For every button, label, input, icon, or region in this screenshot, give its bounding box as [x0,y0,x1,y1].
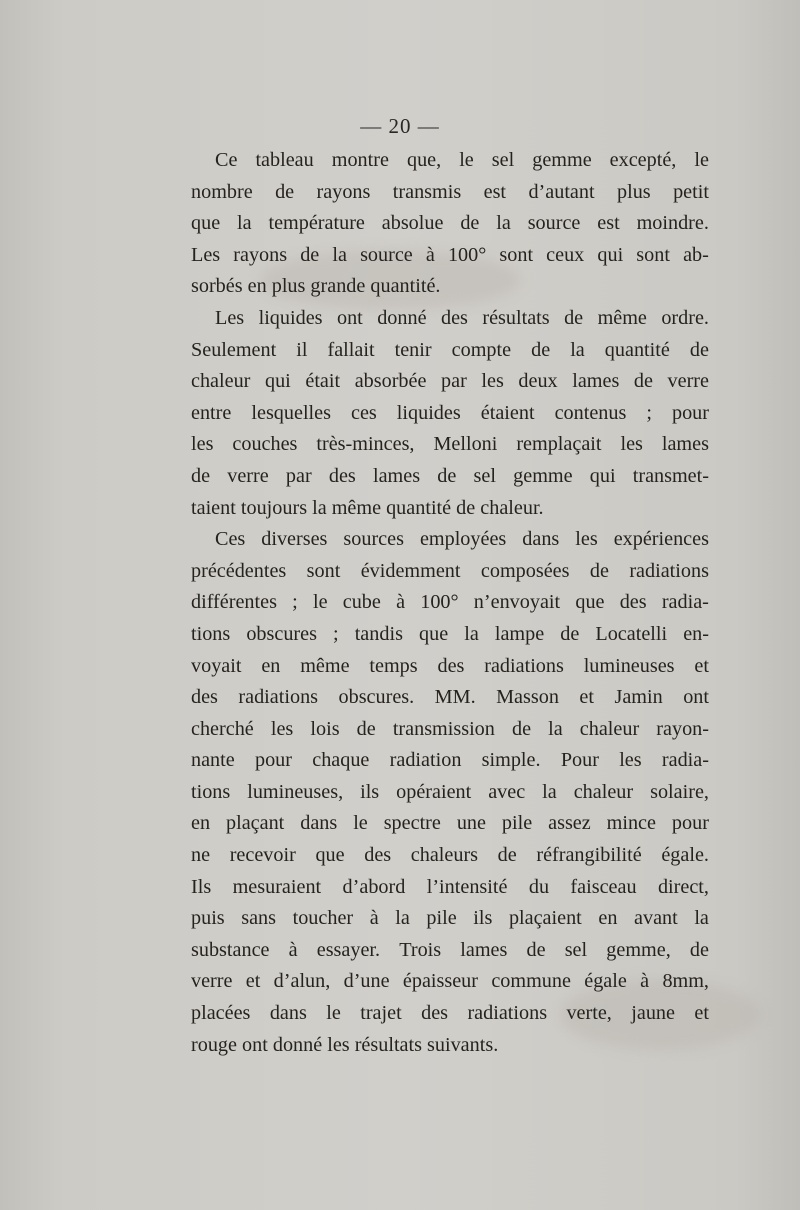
word: ont [336,306,363,329]
text-line [191,366,709,398]
text-line [191,966,709,998]
word: de [689,338,709,361]
word: le [353,812,368,835]
word: en [191,812,211,835]
word: radiations [467,1002,548,1025]
word: plaçant [226,812,285,835]
word: faisceau [570,875,637,898]
word: des [440,306,468,329]
word: simple. [481,749,541,772]
word: lois [310,717,340,740]
word: la [496,212,511,235]
word: sont [499,243,534,266]
word: donné [377,306,427,329]
word: le [326,1002,341,1025]
word: et [694,1002,709,1025]
word: Ce [215,149,238,171]
word: avec [488,780,526,803]
text-line [191,240,709,272]
word: puis [191,907,225,930]
word: de [300,243,320,266]
text-line [191,872,709,904]
word: sans [241,907,277,930]
word: était [305,370,341,393]
word: sont [636,243,670,266]
word: chaleur [579,717,640,740]
word: direct, [657,875,709,898]
word: mesuraient [232,875,322,898]
word: de [526,938,546,961]
word: ordre. [661,306,709,329]
word: n’envoyait [473,591,561,614]
word: les [619,749,642,772]
text-line [191,303,709,335]
word: 100° [420,591,459,614]
word: de [275,180,295,203]
word: le [312,591,328,614]
text-line [191,935,709,967]
word: Pour [560,749,599,772]
word: Les [191,243,221,266]
word: précédentes [191,559,287,582]
text-line [191,714,709,746]
text-line [191,998,709,1030]
word: température [268,212,365,235]
word: la [570,338,585,361]
word: à [640,970,650,993]
word: solaire, [650,780,709,803]
word: évidemment [360,559,461,582]
word: ne [191,844,211,867]
word: diverses [261,528,328,551]
word: de [191,464,211,487]
word: employées [419,528,507,551]
word: couches [232,433,298,456]
word: cube [342,591,381,614]
word: des [421,1002,449,1025]
text-line [191,208,709,240]
word: trajet [360,1002,402,1025]
word: tions [191,780,231,803]
word: montre [331,149,389,171]
word: 8mm, [662,970,709,993]
word: et [245,970,261,993]
word: petit [673,180,709,203]
word: lumineuses [583,654,675,677]
word: que, [406,149,442,171]
word: gemme [532,149,592,171]
word: la [332,243,347,266]
word: placées [191,1002,251,1025]
word: tenir [394,338,432,361]
word: absolue [381,212,444,235]
word: épaisseur [402,970,479,993]
word: Locatelli [595,622,668,645]
line-text: sorbés en plus grande quantité. [191,275,441,298]
text-line [191,271,709,303]
word: verre [191,970,233,993]
word: de [560,622,580,645]
word: nombre [191,180,253,203]
word: les [270,717,294,740]
word: radia- [661,591,709,614]
word: sel [473,464,496,487]
word: Masson [496,686,559,709]
text-line [191,429,709,461]
word: de [564,306,584,329]
word: en- [683,622,709,645]
word: jaune [631,1002,675,1025]
text-line [191,777,709,809]
text-line [191,398,709,430]
text-line [191,619,709,651]
word: voyait [191,654,242,677]
word: liquides [258,306,323,329]
word: rayons [233,243,288,266]
word: en [261,654,281,677]
word: des [328,464,356,487]
word: tandis [354,622,403,645]
word: que [419,622,449,645]
text-line [191,840,709,872]
word: pour [671,401,709,424]
word: en [598,907,618,930]
word: d’une [343,970,390,993]
word: lesquelles [251,401,331,424]
text-line [191,903,709,935]
word: par [285,464,312,487]
word: de [437,464,457,487]
word: transmis [392,180,462,203]
word: assez [548,812,591,835]
word: moindre. [636,212,709,235]
word: source [527,212,581,235]
text-line [191,808,709,840]
word: quantité [604,338,670,361]
word: de [356,717,376,740]
word: qui [589,464,616,487]
word: mince [606,812,656,835]
word: ils [360,780,380,803]
word: à [425,243,435,266]
word: le [459,149,474,171]
word: à [396,591,406,614]
word: tableau [255,149,314,171]
word: de [689,938,709,961]
word: temps [369,654,418,677]
word: tions [191,622,231,645]
word: avant [634,907,678,930]
word: la [395,907,410,930]
word: de [633,370,653,393]
word: gemme, [606,938,671,961]
word: d’alun, [273,970,331,993]
word: chaleurs [410,844,479,867]
word: de [460,212,480,235]
word: ont [683,686,709,709]
word: même [597,306,647,329]
word: le [694,149,709,171]
word: deux [518,370,558,393]
word: gemme [513,464,573,487]
word: de [497,844,517,867]
word: lumineuses, [247,780,344,803]
word: toucher [292,907,354,930]
text-line [191,524,709,556]
word: contenus [554,401,627,424]
word: expériences [613,528,709,551]
word: à [369,907,379,930]
word: ; [292,591,298,614]
word: remplaçait [516,433,602,456]
word: dans [300,812,338,835]
word: Trois [399,938,442,961]
word: Ces [215,528,246,551]
word: Seulement [191,338,277,361]
word: opéraient [396,780,472,803]
word: lampe [494,622,545,645]
word: la [237,212,252,235]
word: pour [671,812,709,835]
word: des [619,591,647,614]
word: rayon- [656,717,709,740]
word: du [528,875,550,898]
word: commune [491,970,571,993]
text-line [191,682,709,714]
line-text: taient toujours la même quantité de chaleur. [191,496,544,519]
word: la [542,780,557,803]
word: chaleur [191,370,251,393]
word: chaleur [573,780,634,803]
word: ab- [683,243,709,266]
word: d’autant [528,180,595,203]
body-text [191,145,709,1061]
word: les [191,433,214,456]
word: plaçaient [508,907,582,930]
word: ; [646,401,652,424]
word: l’intensité [426,875,508,898]
text-line [191,745,709,777]
word: des [191,686,218,709]
word: par [441,370,467,393]
word: verre [227,464,269,487]
text-line [191,335,709,367]
word: qui [264,370,291,393]
word: source [360,243,413,266]
word: lames [661,433,709,456]
word: obscures [246,622,317,645]
word: verte, [566,1002,612,1025]
word: même [300,654,350,677]
word: lames [372,464,421,487]
word: compte [451,338,512,361]
word: est [597,212,620,235]
word: la [694,907,709,930]
word: et [579,686,594,709]
word: une [456,812,486,835]
word: verre [667,370,709,393]
word: radia- [661,749,709,772]
word: excepté, [609,149,677,171]
word: fallait [327,338,375,361]
word: radiations [238,686,319,709]
word: différentes [191,591,277,614]
word: ceux [546,243,585,266]
word: sel [491,149,515,171]
word: la [548,717,563,740]
word: pile [501,812,533,835]
word: des [364,844,392,867]
word: et [694,654,709,677]
word: transmission [392,717,495,740]
word: radiations [629,559,709,582]
word: à [288,938,298,961]
word: très-minces, [316,433,415,456]
word: 100° [447,243,487,266]
word: dans [269,1002,307,1025]
word: pour [254,749,292,772]
text-line [191,145,709,177]
word: Melloni [433,433,498,456]
text-line [191,556,709,588]
word: les [575,528,598,551]
word: Jamin [614,686,663,709]
word: dans [522,528,560,551]
word: ; [333,622,339,645]
word: pile [426,907,457,930]
word: il [296,338,308,361]
text-line [191,177,709,209]
word: les [620,433,643,456]
word: composées [480,559,570,582]
word: sont [306,559,341,582]
word: de [531,338,551,361]
word: cherché [191,717,254,740]
word: étaient [480,401,535,424]
word: de [589,559,609,582]
word: que [315,844,345,867]
word: plus [617,180,651,203]
word: chaque [312,749,370,772]
word: lames [460,938,508,961]
word: ils [473,907,493,930]
word: des [437,654,465,677]
word: obscures. [338,686,415,709]
word: absorbée [354,370,427,393]
word: égale [584,970,627,993]
text-line [191,587,709,619]
text-line [191,461,709,493]
word: radiations [484,654,564,677]
word: MM. [434,686,476,709]
word: spectre [383,812,441,835]
line-text: rouge ont donné les résultats suivants. [191,1033,499,1056]
word: de [511,717,532,740]
word: réfrangibilité [536,844,642,867]
word: substance [191,938,270,961]
word: les [481,370,504,393]
word: égale. [661,844,709,867]
word: sources [343,528,404,551]
word: radiation [389,749,462,772]
word: rayons [316,180,371,203]
word: la [464,622,479,645]
word: ces [351,401,377,424]
word: qui [597,243,624,266]
word: nante [191,749,235,772]
word: Ils [191,875,212,898]
text-line [191,651,709,683]
text-line [191,1030,709,1062]
word: sel [564,938,588,961]
word: que [191,212,221,235]
word: est [483,180,507,203]
word: essayer. [316,938,381,961]
word: lames [572,370,620,393]
word: que [575,591,605,614]
text-line [191,493,709,525]
word: entre [191,401,232,424]
word: transmet- [632,464,709,487]
word: Les [215,306,245,329]
word: liquides [396,401,461,424]
word: résultats [482,306,550,329]
word: recevoir [229,844,296,867]
page-number: — 20 — [360,114,440,138]
word: d’abord [342,875,406,898]
